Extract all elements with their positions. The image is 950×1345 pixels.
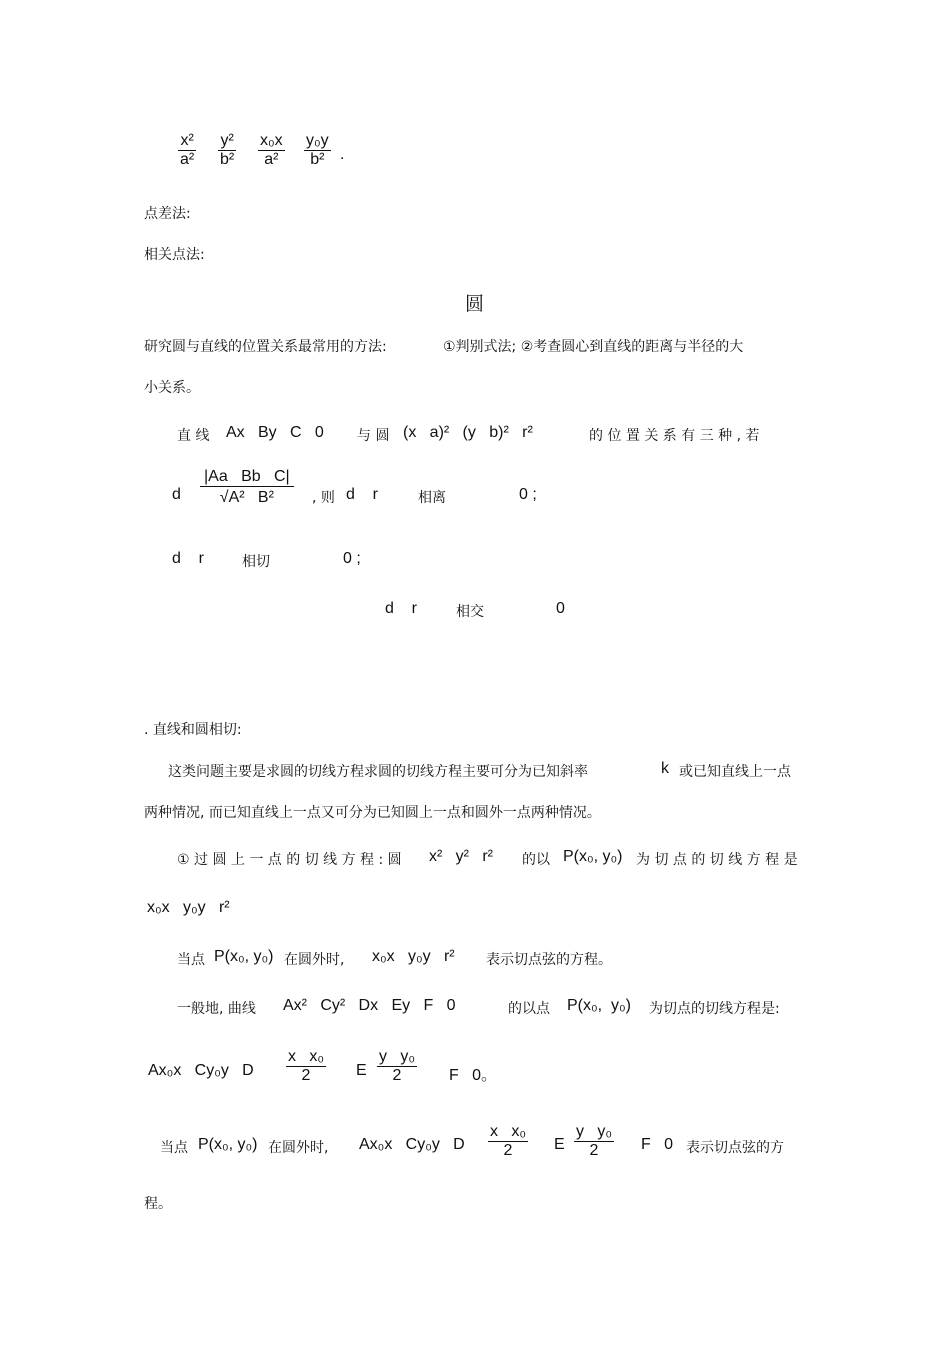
ellipse-term-2-num: y² [220, 132, 234, 149]
outside2-part1: Ax₀x Cy₀y D [359, 1136, 465, 1153]
ellipse-term-3 [258, 132, 285, 169]
outside1-post: 表示切点弦的方程。 [486, 952, 612, 968]
outside1-pre: 当点 [177, 952, 205, 968]
case1-val: 0 ; [519, 486, 537, 503]
distance-fraction [200, 468, 294, 507]
general-eq: Ax² Cy² Dx Ey F 0 [283, 997, 456, 1014]
tangent-para2: 两种情况, 而已知直线上一点又可分为已知圆上一点和圆外一点两种情况。 [144, 805, 601, 821]
label-point-difference: 点差法: [144, 206, 191, 222]
ellipse-term-4-num: y₀y [306, 132, 329, 149]
point1-result: x₀x y₀y r² [147, 899, 230, 916]
general-pre: 一般地, 曲线 [177, 1001, 256, 1017]
outside1-eq: x₀x y₀y r² [372, 948, 455, 965]
ellipse-term-1-num: x² [180, 132, 194, 149]
relation-line-eq: Ax By C 0 [226, 424, 324, 441]
ellipse-eq-end: . [340, 146, 345, 163]
tangent-para1-k: k [661, 760, 669, 777]
distance-numerator: |Aa Bb C| [204, 468, 290, 485]
general-result-frac1-num: x x₀ [288, 1048, 324, 1065]
section-title: 圆 [465, 293, 485, 315]
case1-dr: d r [346, 486, 379, 503]
general-post: 为切点的切线方程是: [649, 1001, 780, 1017]
distance-then: , 则 [312, 490, 335, 506]
outside2-frac2-num: y y₀ [576, 1123, 612, 1140]
outside2-point: P(x₀, y₀) [198, 1136, 258, 1153]
general-result-frac2-num: y y₀ [379, 1048, 415, 1065]
general-result-e: E [356, 1062, 367, 1079]
distance-denominator: √A² B² [200, 486, 294, 507]
ellipse-term-2-den: b² [220, 151, 235, 168]
outside2-frac1 [488, 1123, 528, 1160]
outside1-mid: 在圆外时, [284, 952, 345, 968]
outside2-post: 表示切点弦的方 [686, 1140, 784, 1156]
intro-methods: ①判别式法; ②考查圆心到直线的距离与半径的大 [443, 339, 744, 355]
ellipse-term-4-den: b² [304, 150, 331, 169]
outside2-tail: 程。 [144, 1196, 172, 1212]
outside2-frac1-den: 2 [488, 1141, 528, 1160]
general-result-frac1 [286, 1048, 326, 1085]
point1-post: 为 切 点 的 切 线 方 程 是 [636, 852, 798, 868]
case2-word: 相切 [242, 554, 270, 570]
outside2-frac2-den: 2 [574, 1141, 614, 1160]
point1-point: P(x₀, y₀) [563, 848, 623, 865]
tangent-para1b: 或已知直线上一点 [679, 764, 791, 780]
ellipse-term-3-num: x₀x [260, 132, 283, 149]
point1-pre: ① 过 圆 上 一 点 的 切 线 方 程 : 圆 [177, 852, 402, 868]
distance-d: d [172, 486, 181, 503]
case3-word: 相交 [456, 604, 484, 620]
point1-eq: x² y² r² [429, 848, 493, 865]
outside2-mid: 在圆外时, [268, 1140, 329, 1156]
ellipse-term-1 [178, 132, 196, 169]
case1-word: 相离 [418, 490, 446, 506]
general-result-end: F 0。 [449, 1067, 498, 1084]
tangent-para1a: 这类问题主要是求圆的切线方程求圆的切线方程主要可分为已知斜率 [168, 764, 588, 780]
case2-dr: d r [172, 550, 205, 567]
label-related-point: 相关点法: [144, 247, 205, 263]
case3-val: 0 [556, 600, 565, 617]
case2-val: 0 ; [343, 550, 361, 567]
outside2-frac2 [574, 1123, 614, 1160]
ellipse-term-2 [218, 132, 236, 169]
general-result-part1: Ax₀x Cy₀y D [148, 1062, 254, 1079]
tangent-heading: . 直线和圆相切: [144, 722, 242, 738]
relation-post: 的 位 置 关 系 有 三 种 , 若 [589, 428, 760, 444]
outside2-frac1-num: x x₀ [490, 1123, 526, 1140]
outside1-point: P(x₀, y₀) [214, 948, 274, 965]
point1-mid: 的以 [522, 852, 550, 868]
relation-pre: 直 线 [177, 428, 210, 444]
general-result-frac1-den: 2 [286, 1066, 326, 1085]
general-result-frac2 [377, 1048, 417, 1085]
ellipse-term-1-den: a² [180, 151, 195, 168]
outside2-f0: F 0 [641, 1136, 674, 1153]
outside2-pre: 当点 [160, 1140, 188, 1156]
relation-mid: 与 圆 [357, 428, 390, 444]
case3-dr: d r [385, 600, 418, 617]
intro-line-2: 小关系。 [144, 380, 200, 396]
intro-line-1: 研究圆与直线的位置关系最常用的方法: [144, 339, 387, 355]
ellipse-term-4 [304, 132, 331, 169]
general-result-frac2-den: 2 [377, 1066, 417, 1085]
outside2-e: E [554, 1136, 565, 1153]
ellipse-term-3-den: a² [258, 150, 285, 169]
relation-circle-eq: (x a)² (y b)² r² [403, 424, 533, 441]
general-mid: 的以点 [508, 1001, 550, 1017]
general-point: P(x₀, y₀) [567, 997, 631, 1014]
